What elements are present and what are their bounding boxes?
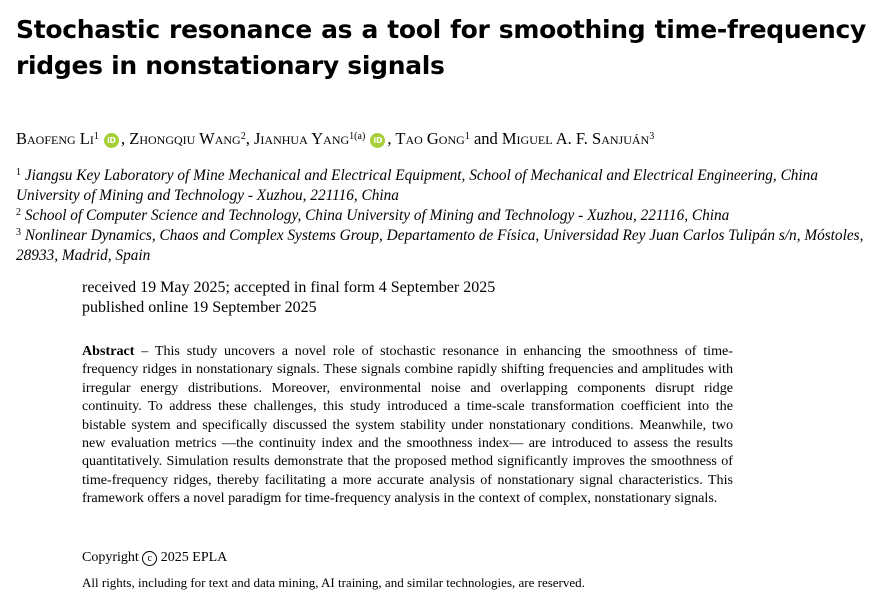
- affiliation: [16, 223, 866, 266]
- published-date: published online 19 September 2025: [82, 299, 317, 316]
- received-date: received 19 May 2025; accepted in final form 4 September 2025: [82, 279, 496, 296]
- abstract: [82, 342, 733, 508]
- author-separator: ,: [387, 129, 392, 148]
- author-name[interactable]: Tao Gong: [395, 129, 465, 148]
- author-affiliation-mark: 1: [93, 131, 99, 142]
- orcid-icon[interactable]: iD: [104, 133, 119, 148]
- copyright-line: [82, 549, 227, 567]
- copyright-prefix: Copyright: [82, 550, 139, 565]
- author-name[interactable]: Jianhua Yang: [253, 129, 350, 148]
- abstract-label: Abstract: [82, 343, 135, 359]
- article-title: Stochastic resonance as a tool for smoothing time-frequency ridges in nonstationary signals: [16, 15, 866, 80]
- affiliation-number: 3: [16, 227, 21, 238]
- author-list: [16, 126, 654, 150]
- author-affiliation-mark: 1: [464, 131, 470, 142]
- affiliation: [16, 163, 866, 206]
- author-name[interactable]: Zhongqiu Wang: [129, 129, 241, 148]
- publication-dates: [82, 278, 495, 318]
- author-name[interactable]: Baofeng Li: [16, 129, 94, 148]
- affiliation-text: Nonlinear Dynamics, Chaos and Complex Systems Group, Departamento de Física, Universidad Rey Juan Carlos Tulipán s/n, Móstoles, 28933, Madrid, Spain: [16, 227, 864, 264]
- author-separator: ,: [245, 129, 250, 148]
- rights-statement: All rights, including for text and data mining, AI training, and similar technologies, are reserved.: [82, 575, 585, 590]
- author-name[interactable]: Miguel A. F. Sanjuán: [501, 129, 650, 148]
- affiliation-number: 1: [16, 167, 21, 178]
- author-affiliation-mark: 3: [649, 131, 655, 142]
- orcid-icon[interactable]: iD: [370, 133, 385, 148]
- author-conjunction: and: [473, 129, 498, 148]
- affiliation-text: Jiangsu Key Laboratory of Mine Mechanical and Electrical Equipment, School of Mechanical and Electrical Engineering, China University of Mining and Technology - Xuzhou, 221116, China: [16, 167, 818, 204]
- affiliation-text: School of Computer Science and Technology, China University of Mining and Technology - Xuzhou, 221116, China: [24, 207, 730, 224]
- abstract-text: This study uncovers a novel role of stochastic resonance in enhancing the smoothness of time-frequency ridges in nonstationary signals. These signals combine rapidly shifting frequencies and amplitudes with irregular energy distributions. Moreover, environmental noise and overlapping components disrupt ridge continuity. To address these challenges, this study introduced a time-scale transformation coefficient into the bistable system and specifically discussed the system stability under nonstationary conditions. Meanwhile, two new evaluation metrics —the continuity index and the smoothness index— are introduced to assess the results quantitatively. Simulation results demonstrate that the proposed method significantly improves the smoothness of time-frequency ridges, thereby facilitating a more accurate analysis of nonstationary signal characteristics. This framework offers a novel paradigm for time-frequency analysis in the context of complex, nonstationary signals.: [82, 343, 733, 507]
- copyright-text: 2025 EPLA: [160, 550, 228, 565]
- affiliation-number: 2: [16, 207, 21, 218]
- author-affiliation-mark: 2: [240, 131, 246, 142]
- author-affiliation-mark: 1(a): [349, 131, 366, 142]
- author-separator: ,: [121, 129, 126, 148]
- abstract-dash: –: [141, 343, 149, 359]
- copyright-symbol: c: [142, 551, 157, 566]
